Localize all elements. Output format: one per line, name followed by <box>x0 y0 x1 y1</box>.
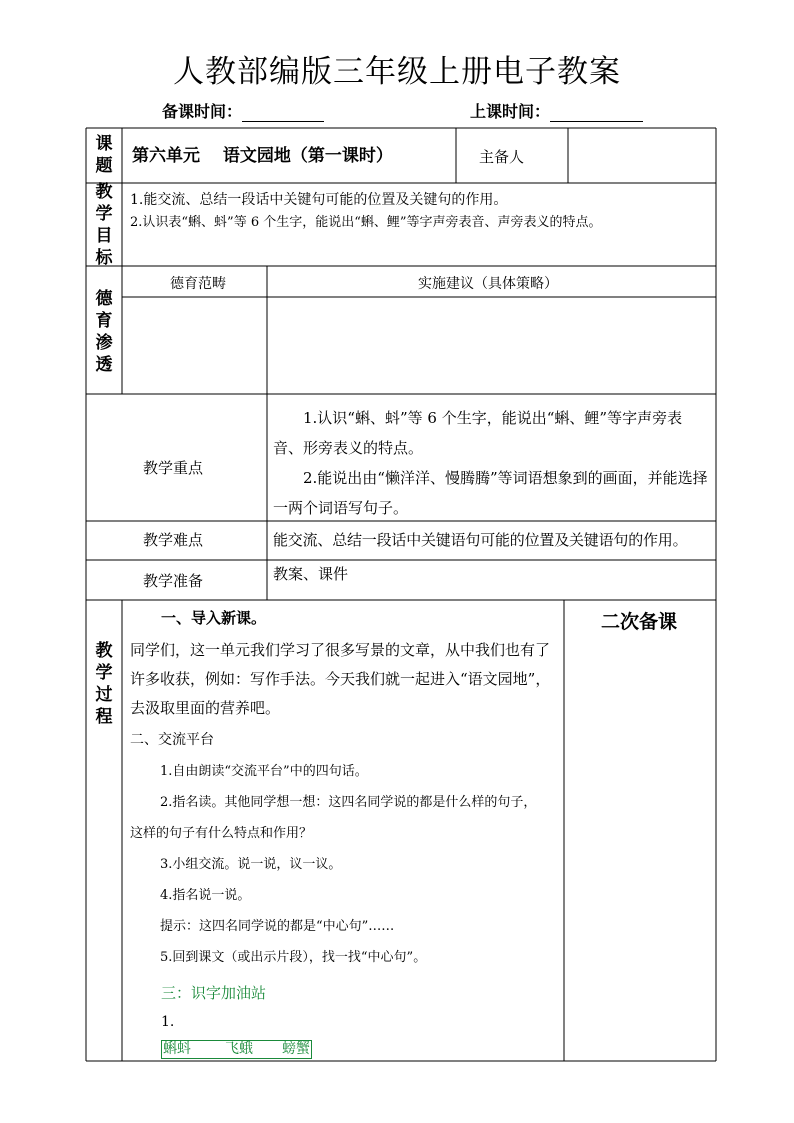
class-time-label: 上课时间： <box>470 102 551 121</box>
topic-label: 课题 <box>95 134 113 176</box>
prep-time-field <box>162 99 324 122</box>
section-2-title: 二、交流平台 <box>130 732 214 748</box>
moral-col-strategy: 实施建议（具体策略） <box>418 276 558 292</box>
process-label: 教学过程 <box>95 641 113 727</box>
step-1: 1.自由朗读“交流平台”中的四句话。 <box>160 764 368 779</box>
section-1-paragraph: 同学们，这一单元我们学习了很多写景的文章，从中我们也有了许多收获，例如：写作手法。今天我们就一起进入“语文园地”，去汲取里面的营养吧。 <box>130 641 551 717</box>
step-3: 3.小组交流。说一说，议一议。 <box>160 857 342 872</box>
word-moth: 飞蛾 <box>225 1041 253 1057</box>
goals-label: 教学目标 <box>95 182 113 268</box>
key-points-label: 教学重点 <box>143 459 204 477</box>
difficult-points-label: 教学难点 <box>143 531 204 549</box>
step-4: 4.指名说一说。 <box>160 888 251 903</box>
prep-time-label: 备课时间： <box>162 102 243 121</box>
step-2-line-2: 这样的句子有什么特点和作用？ <box>130 826 313 841</box>
key-point-2: 2.能说出由“懒洋洋、慢腾腾”等词语想象到的画面，并能选择一两个词语写句子。 <box>273 469 708 517</box>
preparation-label: 教学准备 <box>143 572 204 590</box>
moral-col-category: 德育范畴 <box>170 276 226 292</box>
class-time-blank <box>550 105 643 122</box>
section-1-title: 一、导入新课。 <box>161 609 267 627</box>
preparer-label: 主备人 <box>479 148 525 166</box>
goal-2: 2.认识表“蝌、蚪”等 6 个生字，能说出“蝌、鲤”等字声旁表音、声旁表义的特点。 <box>130 215 602 230</box>
key-point-1: 1.认识“蝌、蚪”等 6 个生字，能说出“蝌、鲤”等字声旁表音、形旁表义的特点。 <box>273 409 683 457</box>
tip-text: 提示：这四名同学说的都是“中心句”…… <box>160 919 395 934</box>
class-time-field <box>470 99 643 122</box>
item-number-1: 1. <box>161 1014 175 1030</box>
second-prep-label: 二次备课 <box>601 611 678 633</box>
step-2-line-1: 2.指名读。其他同学想一想：这四名同学说的都是什么样的句子， <box>160 795 537 810</box>
goal-1: 1.能交流、总结一段话中关键句可能的位置及关键句的作用。 <box>130 192 508 208</box>
document-title: 人教部编版三年级上册电子教案 <box>173 54 621 90</box>
lesson-title: 第六单元 语文园地（第一课时） <box>132 146 393 166</box>
preparation-content: 教案、课件 <box>273 565 349 583</box>
word-tadpole: 蝌蚪 <box>163 1041 191 1057</box>
moral-label: 德育渗透 <box>95 289 113 375</box>
step-5: 5.回到课文（或出示片段），找一找“中心句”。 <box>160 950 427 965</box>
prep-time-blank <box>242 105 324 122</box>
word-crab: 螃蟹 <box>282 1041 310 1057</box>
difficult-points-content: 能交流、总结一段话中关键语句可能的位置及关键语句的作用。 <box>273 531 688 549</box>
word-list <box>161 1040 312 1059</box>
section-3-title: 三：识字加油站 <box>161 984 267 1002</box>
